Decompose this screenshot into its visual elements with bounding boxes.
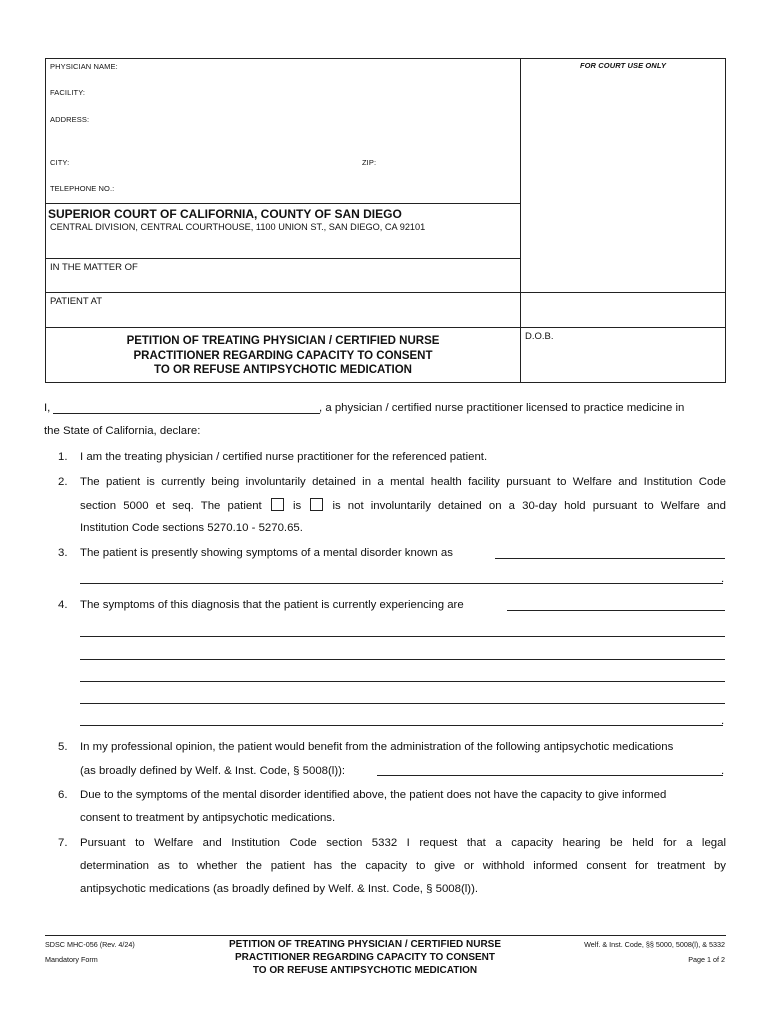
zip-label: ZIP: bbox=[362, 158, 377, 167]
court-use-label: FOR COURT USE ONLY bbox=[579, 61, 667, 70]
facility-label: FACILITY: bbox=[50, 88, 86, 97]
item-3-text: The patient is presently showing symptoms of a mental disorder known as bbox=[80, 547, 453, 559]
declarant-suffix: , a physician / certified nurse practitioner licensed to practice medicine in bbox=[319, 402, 685, 414]
attorney-block-divider bbox=[45, 203, 521, 204]
footer-title-line-1: PETITION OF TREATING PHYSICIAN / CERTIFIED NURSE bbox=[228, 939, 502, 950]
item-1-text: I am the treating physician / certified nurse practitioner for the referenced patient. bbox=[80, 451, 488, 463]
item-5-period: . bbox=[721, 765, 725, 777]
address-label: ADDRESS: bbox=[50, 115, 90, 124]
item-4-text: The symptoms of this diagnosis that the patient is currently experiencing are bbox=[80, 599, 464, 611]
item-6-text-line-2: consent to treatment by antipsychotic medications. bbox=[80, 812, 336, 824]
footer-title bbox=[195, 938, 535, 977]
physician-name-label: PHYSICIAN NAME: bbox=[50, 62, 118, 71]
form-title-line-1: PETITION OF TREATING PHYSICIAN / CERTIFIED NURSE bbox=[126, 335, 440, 347]
footer-title-line-2: PRACTITIONER REGARDING CAPACITY TO CONSENT bbox=[234, 952, 495, 963]
court-name: SUPERIOR COURT OF CALIFORNIA, COUNTY OF SAN DIEGO bbox=[48, 207, 402, 221]
footer-title-line-3: TO OR REFUSE ANTIPSYCHOTIC MEDICATION bbox=[252, 965, 478, 976]
item-2-number: 2. bbox=[58, 476, 68, 488]
header-bottom-border bbox=[45, 382, 726, 383]
telephone-label: TELEPHONE NO.: bbox=[50, 184, 115, 193]
footer-citation: Welf. & Inst. Code, §§ 5000, 5008(l), & 5332 bbox=[584, 940, 725, 949]
form-number: SDSC MHC-056 (Rev. 4/24) bbox=[45, 940, 135, 949]
item-2-is: is bbox=[292, 500, 302, 512]
is-not-detained-checkbox[interactable] bbox=[310, 498, 323, 511]
item-2-post: is not involuntarily detained on a 30-day hold pursuant to Welfare and bbox=[332, 500, 726, 512]
matter-block-divider bbox=[45, 292, 521, 293]
item-5-text-line-1: In my professional opinion, the patient would benefit from the administration of the following antipsychotic medications bbox=[80, 741, 674, 753]
item-4-period: . bbox=[721, 715, 725, 727]
form-title-line-2: PRACTITIONER REGARDING CAPACITY TO CONSENT bbox=[133, 349, 433, 362]
mental-disorder-field[interactable] bbox=[495, 558, 725, 559]
footer-rule bbox=[45, 935, 726, 936]
declare-line: the State of California, declare: bbox=[44, 425, 201, 437]
item-1-number: 1. bbox=[58, 451, 68, 463]
header-right-border bbox=[725, 58, 726, 382]
medications-field[interactable] bbox=[377, 775, 723, 776]
item-6-number: 6. bbox=[58, 789, 68, 801]
item-7-text-line-1: Pursuant to Welfare and Institution Code section 5332 I request that a capacity hearing be held for a legal bbox=[80, 837, 726, 849]
form-title bbox=[46, 334, 520, 378]
is-detained-checkbox[interactable] bbox=[271, 498, 284, 511]
symptoms-field-4[interactable] bbox=[80, 681, 725, 682]
item-2-text-line-2 bbox=[80, 498, 726, 513]
item-6-text-line-1: Due to the symptoms of the mental disorder identified above, the patient does not have the capacity to give informed bbox=[80, 789, 667, 801]
patient-block-divider bbox=[45, 327, 726, 328]
item-5-text-line-2: (as broadly defined by Welf. & Inst. Code, § 5008(l)): bbox=[80, 765, 346, 777]
matter-label: IN THE MATTER OF bbox=[50, 262, 138, 273]
item-7-number: 7. bbox=[58, 837, 68, 849]
page-number: Page 1 of 2 bbox=[688, 955, 725, 964]
header-column-divider bbox=[520, 58, 521, 382]
item-3-number: 3. bbox=[58, 547, 68, 559]
item-5-number: 5. bbox=[58, 741, 68, 753]
court-block-divider bbox=[45, 258, 521, 259]
court-address: CENTRAL DIVISION, CENTRAL COURTHOUSE, 1100 UNION ST., SAN DIEGO, CA 92101 bbox=[50, 222, 426, 232]
mandatory-form-label: Mandatory Form bbox=[45, 955, 98, 964]
item-2-text-line-1: The patient is currently being involuntarily detained in a mental health facility pursuant to Welfare and Institution Code bbox=[80, 476, 726, 488]
symptoms-field-2[interactable] bbox=[80, 636, 725, 637]
city-label: CITY: bbox=[50, 158, 70, 167]
dob-label: D.O.B. bbox=[525, 331, 554, 342]
court-use-divider bbox=[520, 292, 726, 293]
symptoms-field[interactable] bbox=[507, 610, 725, 611]
symptoms-field-3[interactable] bbox=[80, 659, 725, 660]
symptoms-field-6[interactable] bbox=[80, 725, 723, 726]
header-top-border bbox=[45, 58, 725, 59]
mental-disorder-field-2[interactable] bbox=[80, 583, 723, 584]
symptoms-field-5[interactable] bbox=[80, 703, 725, 704]
item-4-number: 4. bbox=[58, 599, 68, 611]
declarant-prefix: I, bbox=[44, 402, 51, 414]
declarant-name-field[interactable] bbox=[53, 413, 320, 414]
item-7-text-line-2: determination as to whether the patient has the capacity to give or withhold informed consent for treatment by bbox=[80, 860, 726, 872]
item-2-pre: section 5000 et seq. The patient bbox=[80, 500, 262, 512]
item-3-period: . bbox=[721, 573, 725, 585]
patient-at-label: PATIENT AT bbox=[50, 296, 103, 307]
form-title-line-3: TO OR REFUSE ANTIPSYCHOTIC MEDICATION bbox=[154, 364, 412, 376]
item-2-text-line-3: Institution Code sections 5270.10 - 5270.65. bbox=[80, 522, 303, 534]
item-7-text-line-3: antipsychotic medications (as broadly defined by Welf. & Inst. Code, § 5008(l)). bbox=[80, 883, 479, 895]
